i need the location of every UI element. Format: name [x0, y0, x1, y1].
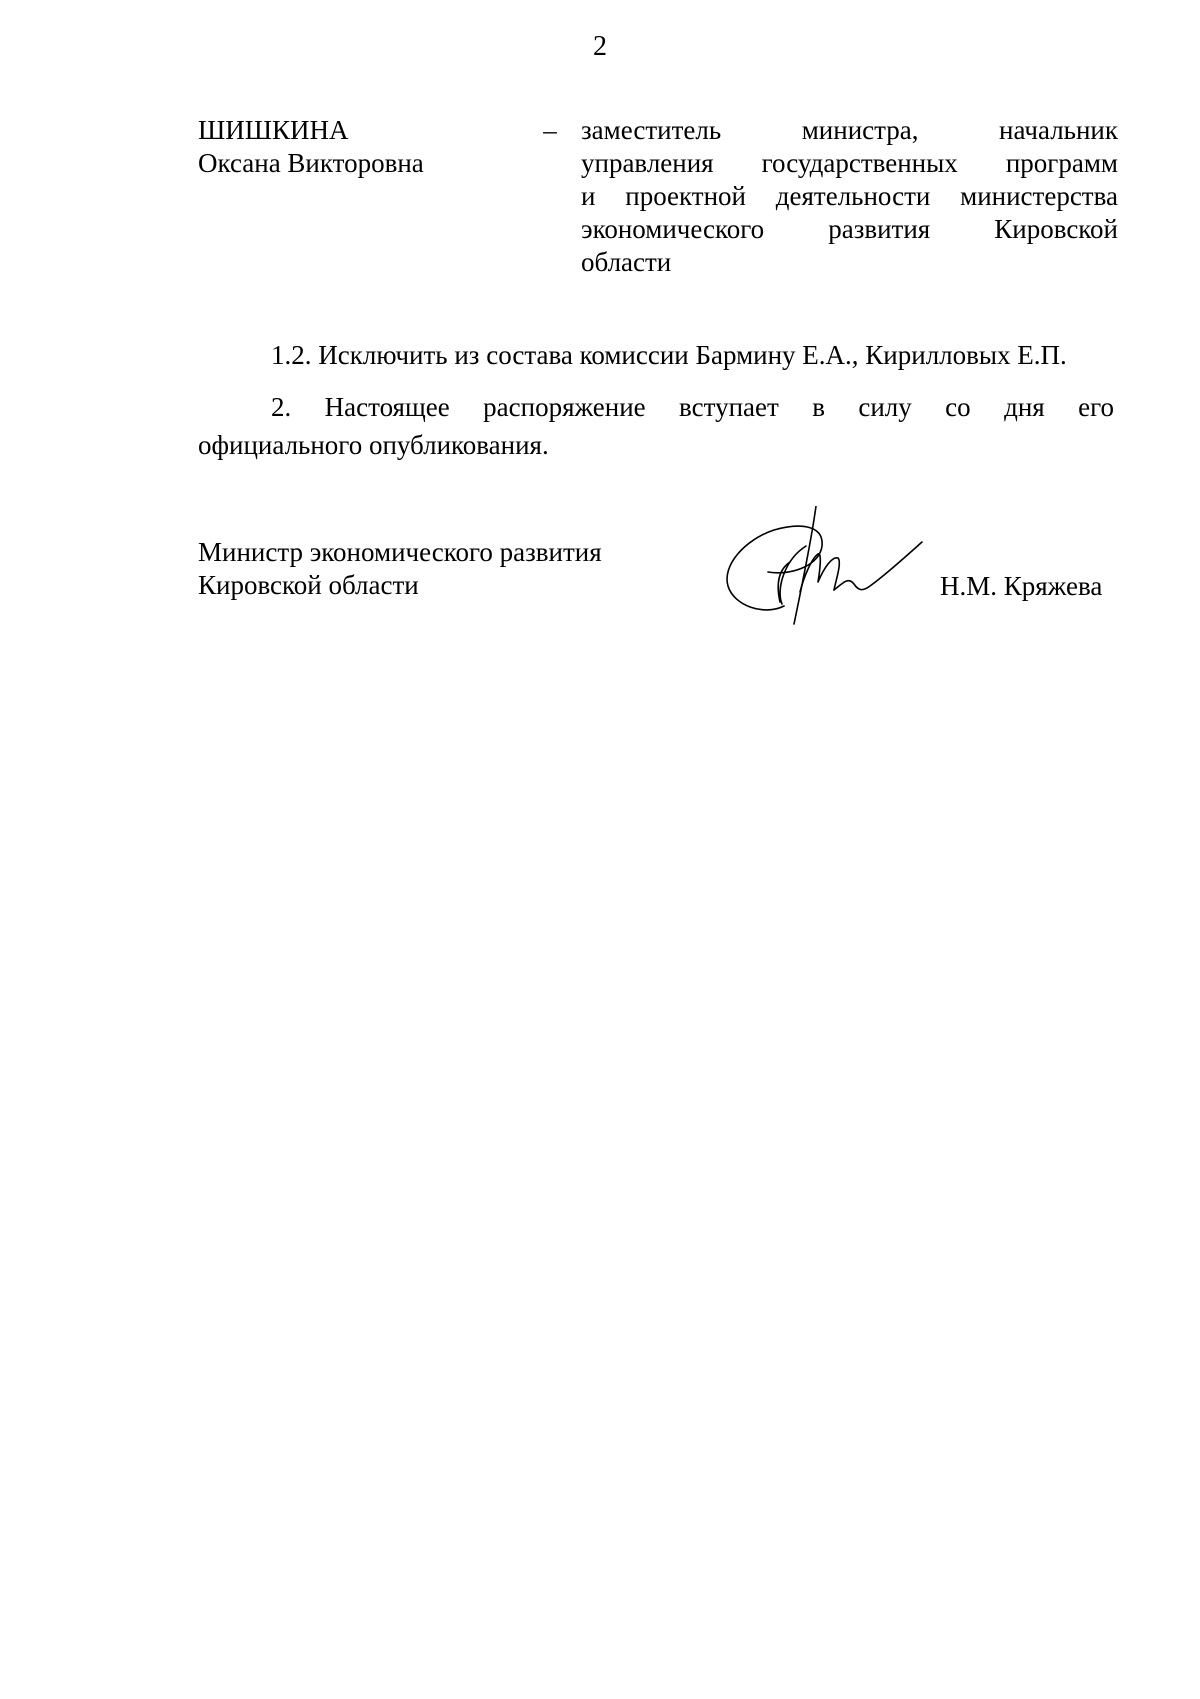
- paragraph-item-2: [198, 388, 1114, 464]
- member-full-name: [198, 114, 528, 180]
- member-role-line: экономического развития Кировской: [581, 214, 1118, 244]
- signature-stroke: [800, 554, 839, 592]
- signatory-position-line-1: Министр экономического развития: [198, 537, 602, 567]
- signature-stroke: [794, 506, 816, 624]
- signatory-position: [198, 536, 602, 602]
- member-role: [581, 114, 1118, 279]
- member-role-line: и проектной деятельности министерства: [581, 181, 1118, 211]
- handwritten-signature-icon: [724, 506, 924, 628]
- member-surname: ШИШКИНА: [198, 115, 349, 145]
- member-given-names: Оксана Викторовна: [198, 148, 424, 178]
- member-role-line: управления государственных программ: [581, 148, 1118, 178]
- signer-name: Н.М. Кряжева: [940, 571, 1103, 601]
- paragraph-item-2-line-1: 2. Настоящее распоряжение вступает в силу со дня его: [271, 392, 1114, 422]
- signatory-position-line-2: Кировской области: [198, 570, 419, 600]
- signature-stroke: [834, 542, 922, 590]
- paragraph-item-1-2: 1.2. Исключить из состава комиссии Бармину Е.А., Кирилловых Е.П.: [271, 340, 1067, 370]
- member-role-line: заместитель министра, начальник: [581, 115, 1118, 145]
- paragraph-item-2-line-2: официального опубликования.: [198, 430, 549, 460]
- member-dash: –: [543, 115, 557, 145]
- signature-stroke: [780, 546, 806, 604]
- member-role-line: области: [581, 247, 672, 277]
- page-number: 2: [593, 31, 607, 62]
